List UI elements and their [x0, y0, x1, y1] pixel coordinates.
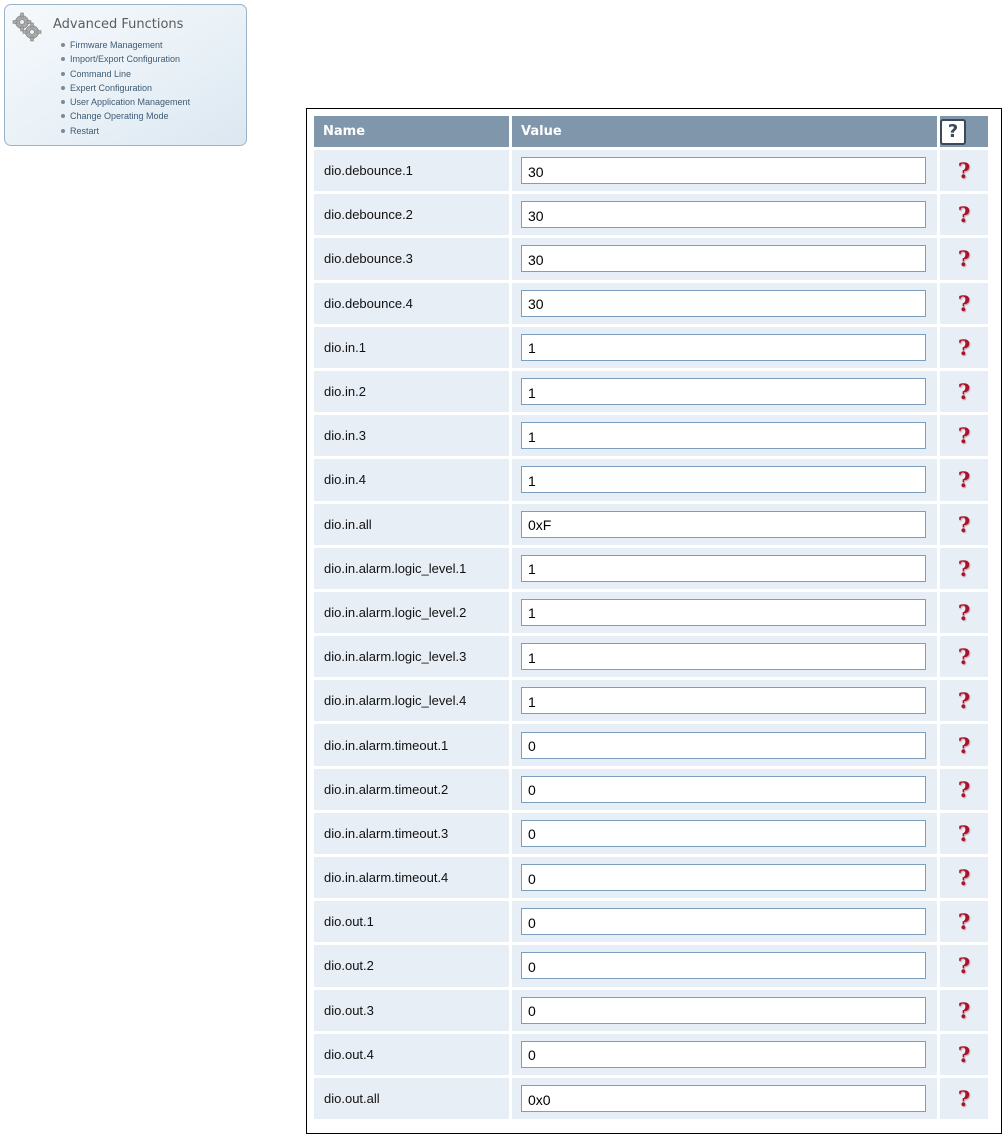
help-question-icon[interactable]: ? — [957, 599, 971, 625]
setting-name: dio.debounce.1 — [314, 150, 509, 191]
nav-menu — [59, 38, 190, 138]
setting-name: dio.out.2 — [314, 945, 509, 986]
help-cell — [940, 901, 988, 942]
help-question-icon[interactable]: ? — [957, 776, 971, 802]
table-row — [314, 724, 988, 765]
setting-name: dio.debounce.3 — [314, 238, 509, 279]
setting-value-input[interactable] — [521, 643, 926, 670]
table-row — [314, 194, 988, 235]
bullet-icon — [61, 86, 65, 90]
setting-name: dio.debounce.2 — [314, 194, 509, 235]
setting-value-cell — [512, 1078, 937, 1119]
help-cell — [940, 636, 988, 677]
advanced-functions-panel — [4, 4, 247, 146]
table-row — [314, 1078, 988, 1119]
setting-value-cell — [512, 150, 937, 191]
setting-value-input[interactable] — [521, 952, 926, 979]
setting-name: dio.out.4 — [314, 1034, 509, 1075]
help-question-icon[interactable]: ? — [957, 732, 971, 758]
setting-name: dio.in.alarm.logic_level.3 — [314, 636, 509, 677]
setting-name: dio.in.1 — [314, 327, 509, 368]
table-row — [314, 415, 988, 456]
setting-name: dio.out.1 — [314, 901, 509, 942]
bullet-icon — [61, 100, 65, 104]
nav-item-label: Command Line — [70, 68, 132, 79]
help-question-icon[interactable]: ? — [957, 688, 971, 714]
nav-title: Advanced Functions — [53, 17, 184, 32]
table-row — [314, 238, 988, 279]
setting-value-input[interactable] — [521, 157, 926, 184]
setting-name: dio.in.alarm.timeout.3 — [314, 813, 509, 854]
setting-value-input[interactable] — [521, 466, 926, 493]
help-question-icon[interactable]: ? — [957, 158, 971, 184]
nav-item-restart[interactable] — [59, 124, 190, 138]
setting-value-input[interactable] — [521, 201, 926, 228]
table-row — [314, 371, 988, 412]
help-question-icon[interactable]: ? — [957, 334, 971, 360]
setting-name: dio.in.alarm.timeout.1 — [314, 724, 509, 765]
setting-name: dio.in.4 — [314, 459, 509, 500]
help-cell — [940, 548, 988, 589]
setting-value-input[interactable] — [521, 599, 926, 626]
help-question-icon[interactable]: ? — [957, 511, 971, 537]
help-cell — [940, 327, 988, 368]
help-question-icon[interactable]: ? — [957, 953, 971, 979]
nav-item-user-application-management[interactable] — [59, 95, 190, 109]
setting-value-input[interactable] — [521, 1085, 926, 1112]
setting-value-cell — [512, 857, 937, 898]
setting-value-input[interactable] — [521, 555, 926, 582]
table-row — [314, 592, 988, 633]
help-cell — [940, 769, 988, 810]
help-question-icon[interactable]: ? — [957, 246, 971, 272]
table-row — [314, 150, 988, 191]
nav-item-label: User Application Management — [70, 97, 191, 108]
bullet-icon — [61, 129, 65, 133]
nav-item-import-export-configuration[interactable] — [59, 52, 190, 66]
setting-name: dio.out.3 — [314, 990, 509, 1031]
table-row — [314, 548, 988, 589]
setting-value-input[interactable] — [521, 422, 926, 449]
setting-name: dio.out.all — [314, 1078, 509, 1119]
setting-value-cell — [512, 901, 937, 942]
help-question-icon[interactable]: ? — [957, 202, 971, 228]
table-row — [314, 1034, 988, 1075]
help-question-icon[interactable]: ? — [957, 865, 971, 891]
setting-value-cell — [512, 769, 937, 810]
help-cell — [940, 238, 988, 279]
setting-name: dio.in.alarm.timeout.2 — [314, 769, 509, 810]
setting-value-cell — [512, 459, 937, 500]
help-cell — [940, 990, 988, 1031]
help-question-icon[interactable]: ? — [957, 997, 971, 1023]
gears-icon — [12, 12, 42, 42]
help-question-icon[interactable]: ? — [957, 1041, 971, 1067]
help-cell — [940, 459, 988, 500]
setting-value-input[interactable] — [521, 908, 926, 935]
setting-name: dio.in.all — [314, 504, 509, 545]
nav-item-firmware-management[interactable] — [59, 38, 190, 52]
setting-value-cell — [512, 283, 937, 324]
header-value: Value — [512, 116, 937, 147]
setting-name: dio.in.alarm.logic_level.1 — [314, 548, 509, 589]
help-question-icon[interactable]: ? — [957, 909, 971, 935]
setting-value-input[interactable] — [521, 776, 926, 803]
setting-name: dio.in.alarm.timeout.4 — [314, 857, 509, 898]
nav-item-label: Expert Configuration — [70, 82, 153, 93]
setting-value-cell — [512, 504, 937, 545]
help-cell — [940, 1078, 988, 1119]
setting-value-input[interactable] — [521, 290, 926, 317]
help-cell — [940, 813, 988, 854]
help-cell — [940, 857, 988, 898]
table-row — [314, 680, 988, 721]
setting-name: dio.in.3 — [314, 415, 509, 456]
setting-value-cell — [512, 636, 937, 677]
help-cell — [940, 724, 988, 765]
help-cell — [940, 194, 988, 235]
help-question-icon[interactable]: ? — [957, 1086, 971, 1112]
nav-item-expert-configuration[interactable] — [59, 81, 190, 95]
table-row — [314, 327, 988, 368]
bullet-icon — [61, 114, 65, 118]
help-box-icon[interactable]: ? — [940, 119, 966, 145]
setting-value-cell — [512, 1034, 937, 1075]
table-row — [314, 283, 988, 324]
help-cell — [940, 680, 988, 721]
setting-name: dio.in.2 — [314, 371, 509, 412]
setting-value-cell — [512, 415, 937, 456]
setting-name: dio.in.alarm.logic_level.2 — [314, 592, 509, 633]
setting-value-input[interactable] — [521, 820, 926, 847]
setting-value-cell — [512, 680, 937, 721]
table-row — [314, 459, 988, 500]
help-question-icon[interactable]: ? — [957, 467, 971, 493]
header-help[interactable] — [940, 116, 988, 147]
settings-table-frame — [306, 108, 1002, 1134]
help-question-icon[interactable]: ? — [957, 423, 971, 449]
help-question-icon[interactable]: ? — [957, 555, 971, 581]
setting-name: dio.debounce.4 — [314, 283, 509, 324]
setting-value-cell — [512, 238, 937, 279]
header-name: Name — [314, 116, 509, 147]
help-question-icon[interactable]: ? — [957, 290, 971, 316]
nav-item-label: Restart — [70, 125, 100, 136]
help-cell — [940, 415, 988, 456]
bullet-icon — [61, 57, 65, 61]
help-cell — [940, 283, 988, 324]
setting-value-input[interactable] — [521, 1041, 926, 1068]
setting-value-cell — [512, 813, 937, 854]
help-question-icon[interactable]: ? — [957, 820, 971, 846]
nav-item-label: Import/Export Configuration — [70, 54, 181, 65]
bullet-icon — [61, 43, 65, 47]
table-row — [314, 945, 988, 986]
setting-value-cell — [512, 592, 937, 633]
setting-value-input[interactable] — [521, 864, 926, 891]
setting-value-cell — [512, 548, 937, 589]
setting-value-cell — [512, 724, 937, 765]
setting-value-input[interactable] — [521, 997, 926, 1024]
setting-value-cell — [512, 194, 937, 235]
table-header-row — [314, 116, 988, 147]
nav-item-label: Firmware Management — [70, 40, 163, 50]
help-cell — [940, 371, 988, 412]
help-cell — [940, 1034, 988, 1075]
table-row — [314, 769, 988, 810]
table-row — [314, 857, 988, 898]
nav-item-command-line[interactable] — [59, 67, 190, 81]
help-cell — [940, 945, 988, 986]
help-question-icon[interactable]: ? — [957, 379, 971, 405]
setting-value-cell — [512, 990, 937, 1031]
nav-item-label: Change Operating Mode — [70, 111, 169, 122]
table-row — [314, 636, 988, 677]
setting-value-cell — [512, 945, 937, 986]
table-row — [314, 990, 988, 1031]
setting-value-input[interactable] — [521, 732, 926, 759]
table-row — [314, 813, 988, 854]
setting-value-input[interactable] — [521, 378, 926, 405]
table-row — [314, 901, 988, 942]
help-cell — [940, 150, 988, 191]
setting-value-input[interactable] — [521, 511, 926, 538]
help-cell — [940, 592, 988, 633]
setting-value-input[interactable] — [521, 334, 926, 361]
bullet-icon — [61, 72, 65, 76]
setting-name: dio.in.alarm.logic_level.4 — [314, 680, 509, 721]
setting-value-cell — [512, 371, 937, 412]
help-question-icon[interactable]: ? — [957, 644, 971, 670]
table-body — [314, 150, 988, 1119]
table-row — [314, 504, 988, 545]
help-cell — [940, 504, 988, 545]
settings-table — [311, 113, 991, 1122]
setting-value-input[interactable] — [521, 687, 926, 714]
nav-item-change-operating-mode[interactable] — [59, 109, 190, 123]
setting-value-cell — [512, 327, 937, 368]
setting-value-input[interactable] — [521, 245, 926, 272]
